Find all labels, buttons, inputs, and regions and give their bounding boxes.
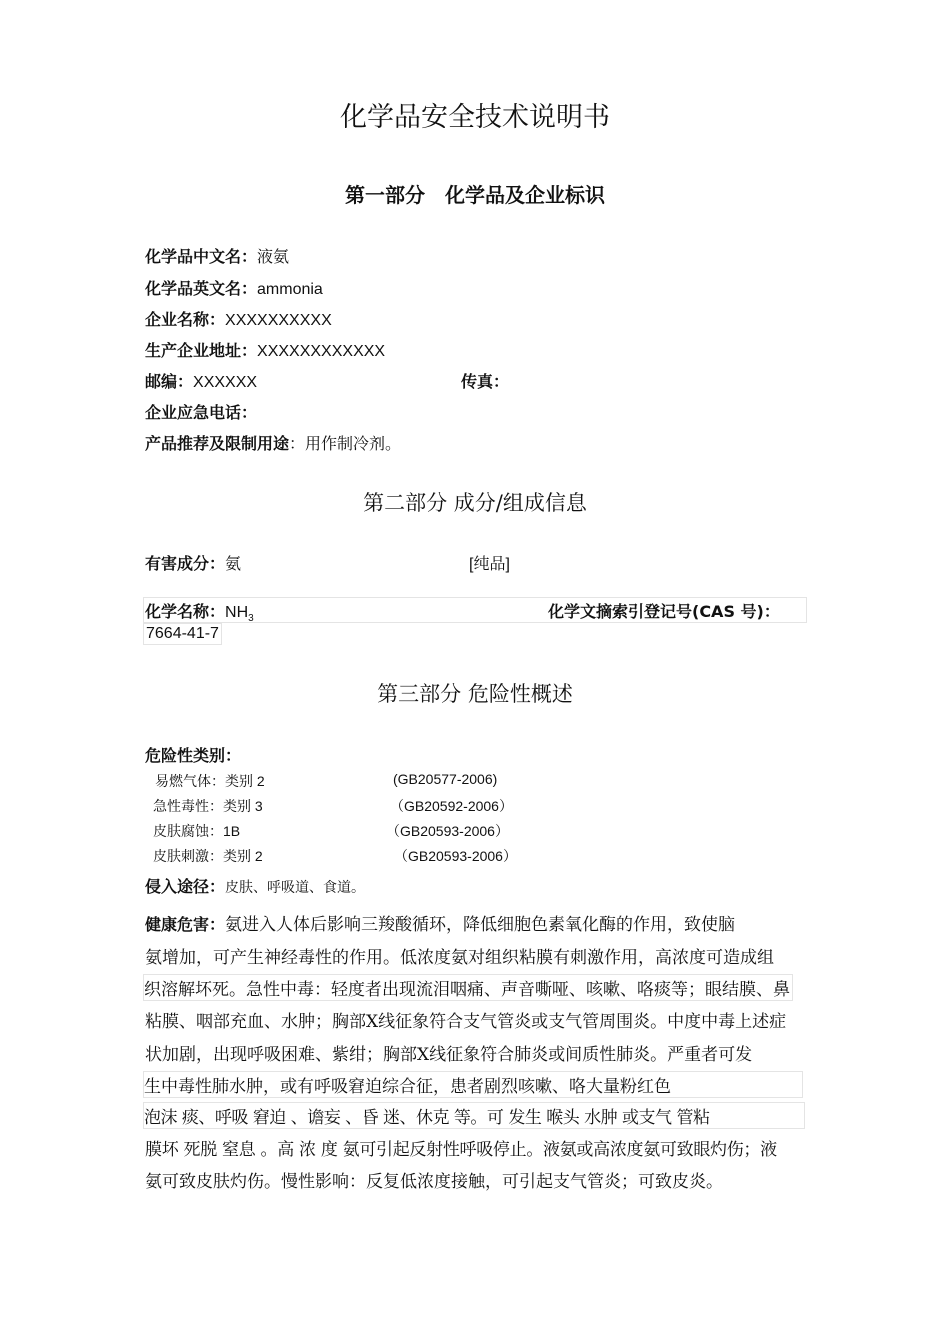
part3-heading: 第三部分 危险性概述 bbox=[377, 682, 573, 706]
document-title: 化学品安全技术说明书 bbox=[340, 102, 610, 133]
category-class: 类别 3 bbox=[223, 798, 263, 814]
en-name-label: 化学品英文名： bbox=[145, 279, 258, 298]
health-line: 泡沫 痰、呼吸 窘迫 、谵妄 、昏 迷、休克 等。可 发生 喉头 水肿 或支气 管粘 bbox=[143, 1102, 805, 1129]
health-line: 膜坏 死脱 窒息 。高 浓 度 氨可引起反射性呼吸停止。液氨或高浓度氨可致眼灼伤；液 bbox=[145, 1140, 777, 1160]
health-text: 氨进入人体后影响三羧酸循环，降低细胞色素氧化酶的作用，致使脑 bbox=[225, 915, 736, 935]
chem-name-label: 化学名称： bbox=[145, 602, 226, 621]
cn-name-value: 液氨 bbox=[257, 247, 290, 266]
health-line: 状加剧，出现呼吸困难、紫绀；胸部X线征象符合肺炎或间质性肺炎。严重者可发 bbox=[145, 1045, 753, 1065]
category-name: 皮肤腐蚀： bbox=[153, 824, 223, 840]
hazard-value: 氨 bbox=[225, 554, 242, 573]
hazard-label: 有害成分： bbox=[145, 554, 226, 573]
zip-row bbox=[145, 369, 257, 392]
phone-label: 企业应急电话： bbox=[145, 403, 258, 422]
health-line: 粘膜、咽部充血、水肿；胸部X线征象符合支气管炎或支气管周围炎。中度中毒上述症 bbox=[145, 1012, 787, 1032]
health-line bbox=[145, 910, 735, 935]
route-row bbox=[145, 874, 365, 897]
category-name: 皮肤刺激： bbox=[153, 849, 223, 865]
category-std: （GB20593-2006） bbox=[386, 823, 509, 839]
cn-name-row bbox=[145, 244, 289, 267]
purity-value: [纯品] bbox=[469, 556, 510, 573]
route-value: 皮肤、呼吸道、食道。 bbox=[225, 880, 366, 896]
part2-heading: 第二部分 成分/组成信息 bbox=[363, 491, 587, 515]
phone-row bbox=[145, 400, 257, 423]
health-line: 织溶解坏死。急性中毒：轻度者出现流泪咽痛、声音嘶哑、咳嗽、咯痰等；眼结膜、鼻 bbox=[143, 974, 793, 1001]
cn-name-label: 化学品中文名： bbox=[145, 247, 258, 266]
address-row bbox=[145, 338, 385, 361]
category-std: (GB20577-2006) bbox=[393, 771, 498, 787]
category-row bbox=[153, 846, 263, 866]
chem-name-value: NH bbox=[225, 604, 249, 621]
company-label: 企业名称： bbox=[145, 310, 226, 329]
category-name: 易燃气体： bbox=[155, 774, 225, 790]
usage-colon: ： bbox=[289, 434, 306, 453]
category-std: （GB20592-2006） bbox=[390, 798, 513, 814]
category-class: 类别 2 bbox=[225, 773, 265, 789]
zip-label: 邮编： bbox=[145, 372, 194, 391]
category-row bbox=[153, 821, 240, 841]
company-value: XXXXXXXXXX bbox=[225, 312, 332, 329]
usage-label: 产品推荐及限制用途 bbox=[145, 434, 290, 453]
chem-name-subscript: 3 bbox=[248, 613, 254, 625]
category-row bbox=[155, 771, 265, 791]
address-label: 生产企业地址： bbox=[145, 341, 258, 360]
health-line: 氨增加，可产生神经毒性的作用。低浓度氨对组织粘膜有刺激作用，高浓度可造成组 bbox=[145, 948, 774, 968]
cas-value: 7664-41-7 bbox=[143, 623, 222, 645]
hazard-row bbox=[145, 551, 241, 574]
category-std: （GB20593-2006） bbox=[394, 848, 517, 864]
en-name-row bbox=[145, 276, 323, 299]
category-name: 急性毒性： bbox=[153, 799, 223, 815]
health-label: 健康危害： bbox=[145, 915, 226, 934]
chem-name-row bbox=[145, 599, 254, 624]
fax-label: 传真： bbox=[461, 372, 510, 391]
category-row bbox=[153, 796, 263, 816]
health-line: 生中毒性肺水肿，或有呼吸窘迫综合征，患者剧烈咳嗽、咯大量粉红色 bbox=[143, 1071, 803, 1098]
route-label: 侵入途径： bbox=[145, 877, 226, 896]
cas-label: 化学文摘索引登记号(CAS 号)： bbox=[548, 602, 780, 621]
address-value: XXXXXXXXXXXX bbox=[257, 343, 386, 360]
category-class: 1B bbox=[223, 823, 241, 839]
category-class: 类别 2 bbox=[223, 848, 263, 864]
usage-row bbox=[145, 431, 401, 454]
zip-value: XXXXXX bbox=[193, 374, 258, 391]
part1-heading: 第一部分 化学品及企业标识 bbox=[345, 183, 605, 207]
usage-value: 用作制冷剂。 bbox=[305, 434, 402, 453]
company-row bbox=[145, 307, 332, 330]
health-line: 氨可致皮肤灼伤。慢性影响：反复低浓度接触，可引起支气管炎；可致皮炎。 bbox=[145, 1172, 723, 1192]
en-name-value: ammonia bbox=[257, 281, 323, 298]
category-label: 危险性类别： bbox=[145, 746, 242, 765]
